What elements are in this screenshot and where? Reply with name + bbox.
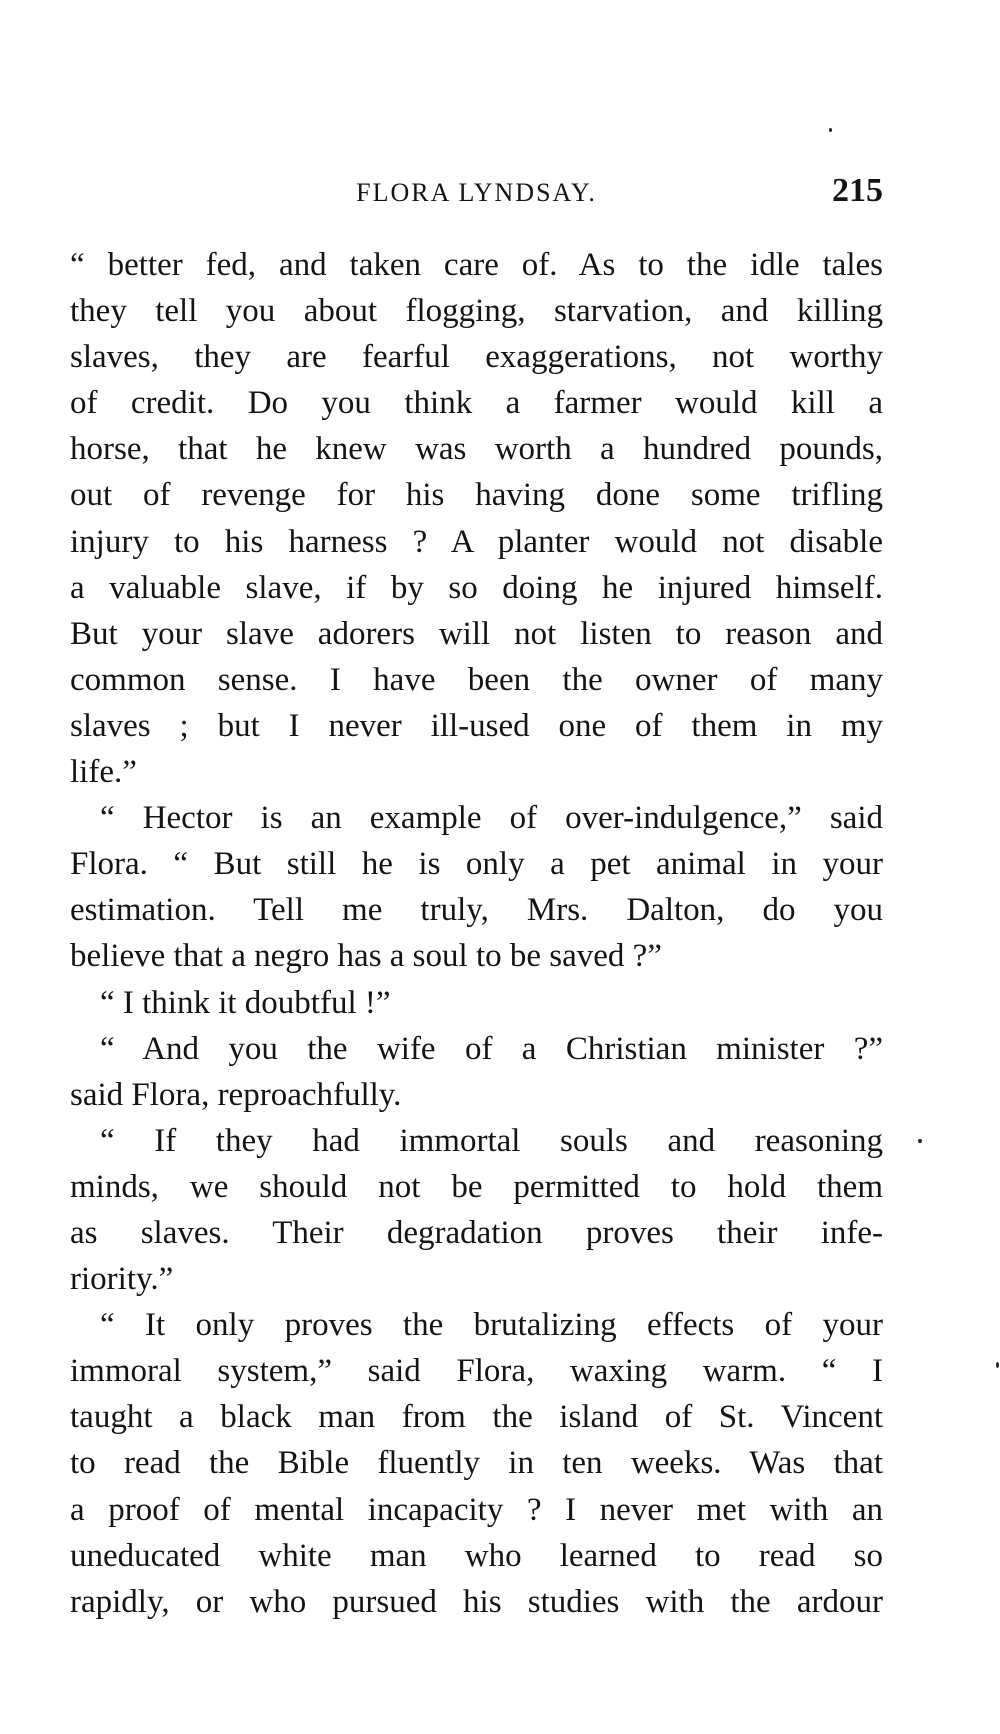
text-line: a valuable slave, if by so doing he injured himself. <box>70 569 883 606</box>
print-speck <box>996 1362 999 1368</box>
text-line: said Flora, reproachfully. <box>70 1076 402 1113</box>
text-line: life.” <box>70 754 137 791</box>
text-line: as slaves. Their degradation proves their infe- <box>70 1214 883 1251</box>
text-line: taught a black man from the island of St. Vincent <box>70 1399 883 1436</box>
text-line: of credit. Do you think a farmer would kill a <box>70 385 883 422</box>
text-line: they tell you about flogging, starvation, and killing <box>70 293 883 330</box>
text-line: “ Hector is an example of over-indulgence,” said <box>100 800 883 837</box>
running-title: FLORA LYNDSAY. <box>356 178 597 207</box>
text-line: to read the Bible fluently in ten weeks. Was that <box>70 1445 883 1482</box>
text-line: “ better fed, and taken care of. As to the idle tales <box>70 247 883 283</box>
text-line: “ It only proves the brutalizing effects of your <box>100 1307 883 1344</box>
text-line: “ I think it doubtful !” <box>100 984 391 1021</box>
text-line: “ And you the wife of a Christian minister ?” <box>100 1030 883 1067</box>
text-line: minds, we should not be permitted to hold them <box>70 1168 883 1205</box>
text-line: horse, that he knew was worth a hundred pounds, <box>70 431 883 468</box>
print-speck <box>829 128 832 132</box>
text-line: But your slave adorers will not listen to reason and <box>70 615 883 652</box>
text-line: believe that a negro has a soul to be saved ?” <box>70 938 662 975</box>
text-line: “ If they had immortal souls and reasoning <box>100 1122 883 1159</box>
page-number: 215 <box>832 172 883 209</box>
text-line: rapidly, or who pursued his studies with the ardour <box>70 1583 883 1620</box>
running-head <box>70 172 883 212</box>
text-line: slaves ; but I never ill-used one of them in my <box>70 707 883 744</box>
text-line: slaves, they are fearful exaggerations, not worthy <box>70 339 883 376</box>
text-line: Flora. “ But still he is only a pet animal in your <box>70 846 883 883</box>
text-line: common sense. I have been the owner of many <box>70 661 883 698</box>
print-speck <box>918 1139 922 1143</box>
text-line: a proof of mental incapacity ? I never met with an <box>70 1491 883 1528</box>
text-line: uneducated white man who learned to read so <box>70 1537 883 1574</box>
body-text <box>70 242 883 1625</box>
text-line: immoral system,” said Flora, waxing warm. “ I <box>70 1353 883 1390</box>
text-line: estimation. Tell me truly, Mrs. Dalton, do you <box>70 892 883 929</box>
text-line: riority.” <box>70 1261 174 1298</box>
text-line: out of revenge for his having done some trifling <box>70 477 883 514</box>
text-line: injury to his harness ? A planter would not disable <box>70 523 883 560</box>
